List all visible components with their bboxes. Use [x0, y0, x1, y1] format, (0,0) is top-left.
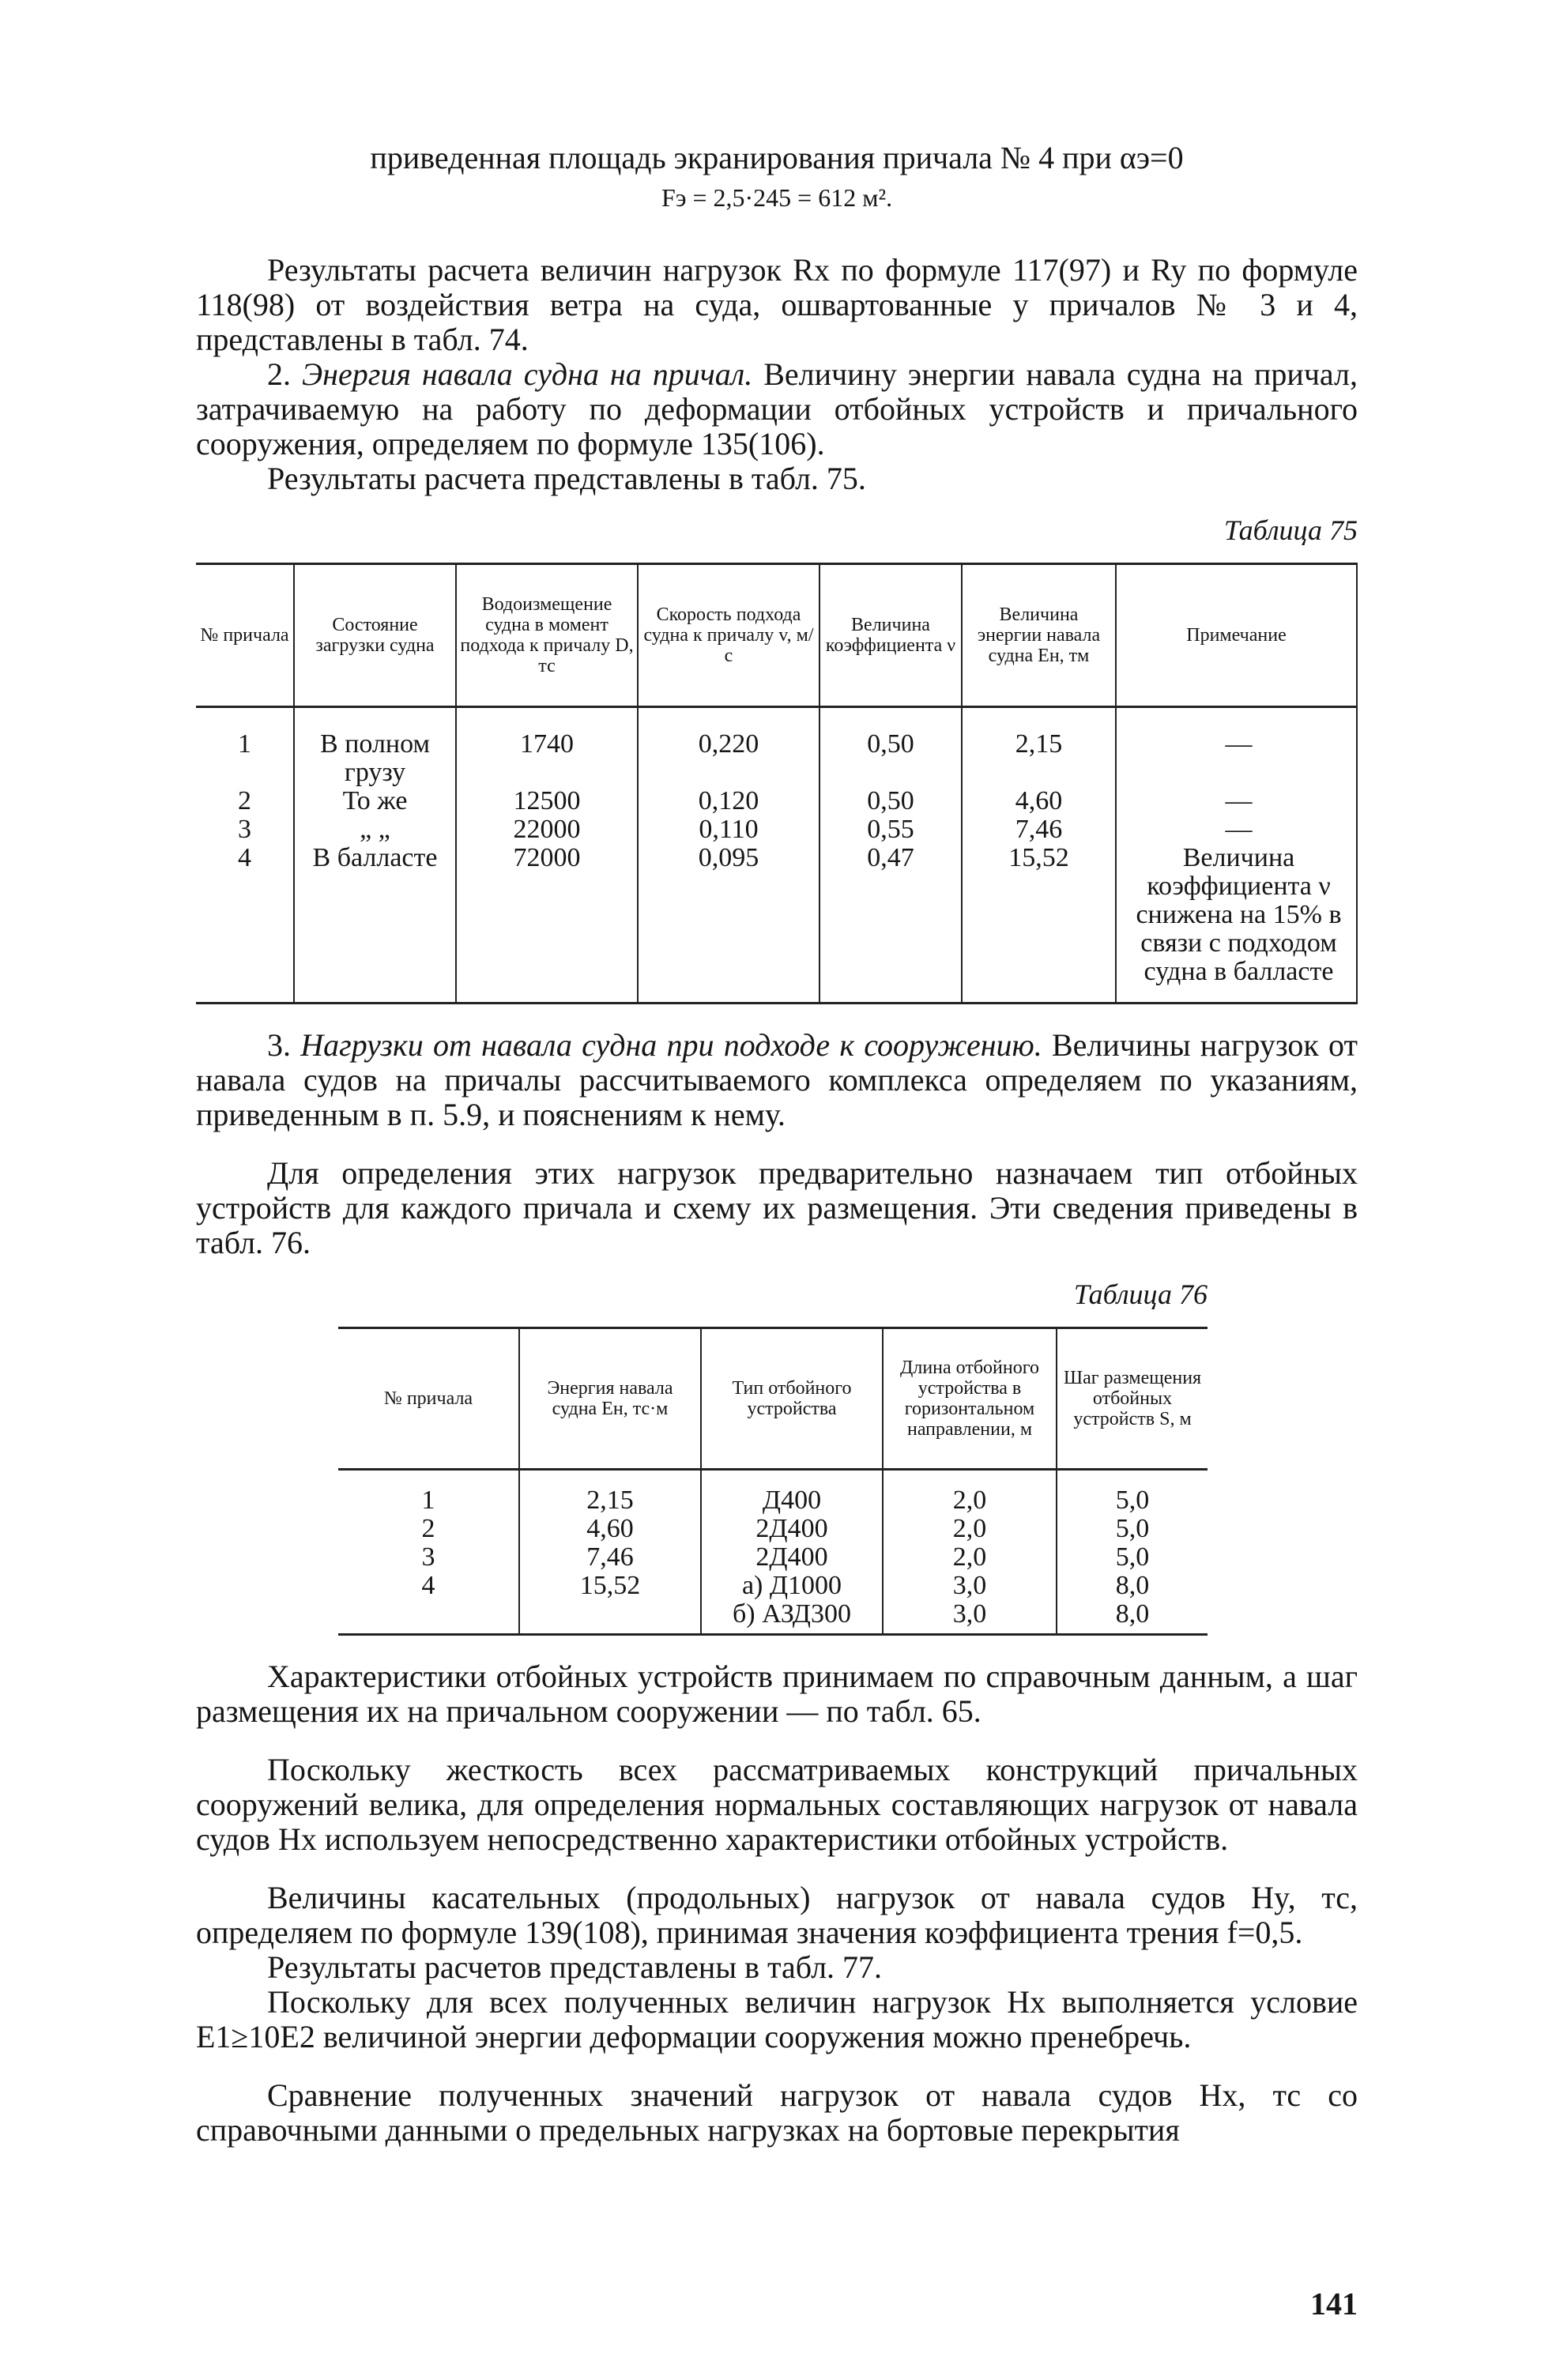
paragraph-fender-characteristics: Характеристики отбойных устройств принимаем по справочным данным, а шаг размещения их на причальном сооружении — по табл. 65.: [196, 1659, 1358, 1729]
section-2-number: 2.: [267, 356, 291, 392]
table-75-header-row: [196, 564, 1357, 707]
t75-header-displacement: Водоизмещение судна в момент подхода к причалу D, тс: [456, 564, 638, 707]
intro-line: приведенная площадь экранирования причала № 4 при αэ=0: [370, 140, 1184, 175]
table-76-header-row: [338, 1328, 1208, 1470]
t76-col-energy: 2,15 4,60 7,46 15,52: [519, 1470, 701, 1635]
t76-col-type: Д400 2Д400 2Д400 а) Д1000 б) АЗД300: [701, 1470, 883, 1635]
section-3-text: Величины нагрузок от навала судов на причалы рассчитываемого комплекса определяем по указаниям, приведенным в п. 5.9, и пояснениям к нему.: [196, 1027, 1358, 1132]
table-76-caption: Таблица 76: [1073, 1278, 1208, 1310]
t75-header-note: Примечание: [1116, 564, 1357, 707]
section-2-paragraph: [196, 357, 1358, 461]
t75-col-coefficient: 0,50 0,50 0,55 0,47: [819, 707, 962, 1004]
t75-col-berth: 1 2 3 4: [196, 707, 294, 1004]
table-row: [338, 1470, 1208, 1635]
paragraph-table75-ref: Результаты расчета представлены в табл. 75.: [267, 461, 866, 496]
t76-col-spacing: 5,0 5,0 5,0 8,0 8,0: [1057, 1470, 1208, 1635]
table-76-wrapper: [338, 1278, 1208, 1636]
t75-header-coefficient: Величина коэффициента ν: [819, 564, 962, 707]
t75-col-speed: 0,220 0,120 0,110 0,095: [638, 707, 819, 1004]
section-2-title: Энергия навала судна на причал.: [301, 356, 753, 392]
paragraph-wind-results: Результаты расчета величин нагрузок Rx по формуле 117(97) и Ry по формуле 118(98) от воздействия ветра на суда, ошвартованные у причалов № 3 и 4, представлены в табл. 74.: [196, 252, 1358, 357]
paragraph-tangential-loads: Величины касательных (продольных) нагрузок от навала судов Hy, тс, определяем по формуле 139(108), принимая значения коэффициента трения f=0,5.: [196, 1880, 1358, 1950]
t76-header-energy: Энергия навала судна Eн, тс·м: [519, 1328, 701, 1470]
t76-col-length: 2,0 2,0 2,0 3,0 3,0: [883, 1470, 1057, 1635]
t75-col-note: — — — Величина коэффициента ν снижена на 15% в связи с подходом судна в балласте: [1116, 707, 1357, 1004]
paragraph-comparison: Сравнение полученных значений нагрузок от навала судов Hx, тс со справочными данными о предельных нагрузках на бортовые перекрытия: [196, 2077, 1358, 2148]
t75-col-energy: 2,15 4,60 7,46 15,52: [962, 707, 1116, 1004]
paragraph-stiffness: Поскольку жесткость всех рассматриваемых конструкций причальных сооружений велика, для определения нормальных составляющих нагрузок от навала судов Hx используем непосредственно характеристики отбойных устройств.: [196, 1752, 1358, 1857]
table-row: [196, 707, 1357, 1004]
table-75: [196, 563, 1358, 1004]
paragraph-fender-types: Для определения этих нагрузок предварительно назначаем тип отбойных устройств для каждого причала и схему их размещения. Эти сведения приведены в табл. 76.: [196, 1155, 1358, 1260]
page-body: [196, 141, 1358, 2148]
paragraph-condition: Поскольку для всех полученных величин нагрузок Hx выполняется условие E1≥10E2 величиной энергии деформации сооружения можно пренебречь.: [196, 1984, 1358, 2054]
t75-header-energy: Величина энергии навала судна Eн, тм: [962, 564, 1116, 707]
t75-header-speed: Скорость подхода судна к причалу v, м/с: [638, 564, 819, 707]
table-75-caption: Таблица 75: [1223, 514, 1358, 546]
section-2-text: Величину энергии навала судна на причал, затрачиваемую на работу по деформации отбойных устройств и причального сооружения, определяем по формуле 135(106).: [196, 356, 1358, 461]
page-number: 141: [1310, 2286, 1358, 2322]
t75-note-text: Величина коэффициента ν снижена на 15% в связи с подходом судна в балласте: [1136, 843, 1342, 986]
t75-header-state: Состояние загрузки судна: [294, 564, 456, 707]
section-3-number: 3.: [267, 1027, 291, 1063]
t76-header-berth: № причала: [338, 1328, 519, 1470]
section-3-paragraph: [196, 1028, 1358, 1132]
t75-col-displacement: 1740 12500 22000 72000: [456, 707, 638, 1004]
formula: Fэ = 2,5·245 = 612 м².: [661, 183, 893, 212]
t75-col-state: В полном грузу То же „ „ В балласте: [294, 707, 456, 1004]
t75-header-berth: № причала: [196, 564, 294, 707]
t76-header-spacing: Шаг размещения отбойных устройств S, м: [1057, 1328, 1208, 1470]
section-3-title: Нагрузки от навала судна при подходе к сооружению.: [300, 1027, 1042, 1063]
t76-header-type: Тип отбойного устройства: [701, 1328, 883, 1470]
t76-header-length: Длина отбойного устройства в горизонтальном направлении, м: [883, 1328, 1057, 1470]
t76-col-berth: 1 2 3 4: [338, 1470, 519, 1635]
table-76: [338, 1327, 1208, 1636]
paragraph-results-ref: Результаты расчетов представлены в табл. 77.: [267, 1949, 883, 1985]
